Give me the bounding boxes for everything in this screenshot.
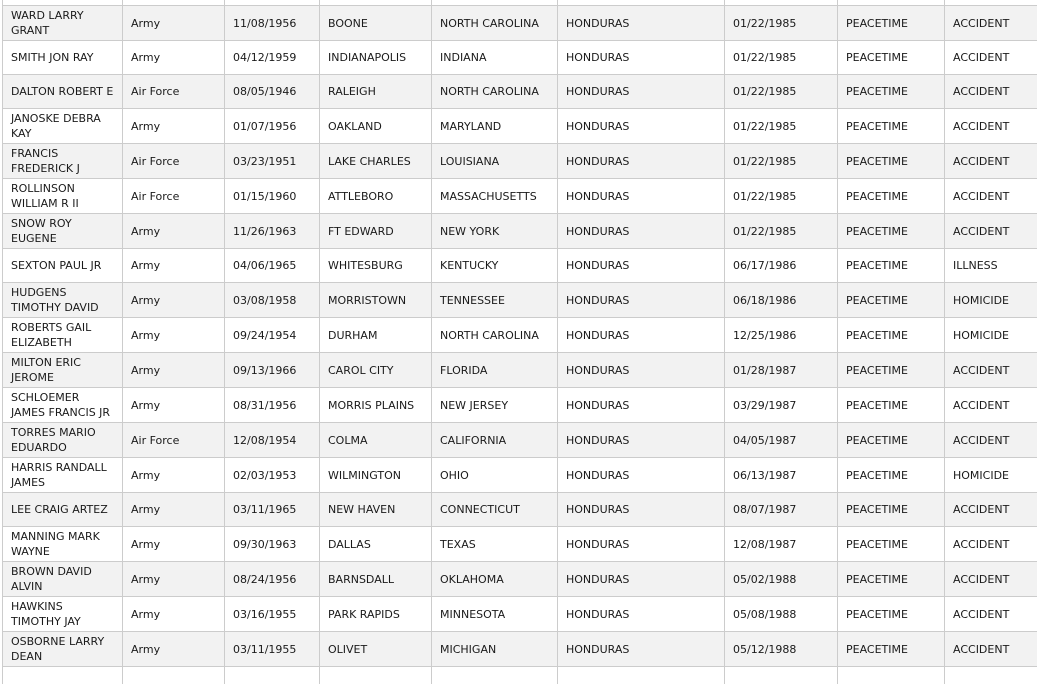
cell-name: FRANCIS FREDERICK J <box>3 144 123 179</box>
cell-incident-date: 12/25/1986 <box>725 318 838 353</box>
cell-casualty-type <box>945 667 1037 684</box>
cell-branch: Army <box>123 597 225 632</box>
table-row <box>3 214 1037 249</box>
cell-home-city: MORRISTOWN <box>320 283 432 318</box>
cell-war-period: PEACETIME <box>838 109 945 144</box>
cell-branch: Army <box>123 527 225 562</box>
cell-home-state: OKLAHOMA <box>432 562 558 597</box>
partial-row-below <box>3 667 1037 684</box>
cell-incident-date: 05/08/1988 <box>725 597 838 632</box>
cell-incident-date <box>725 667 838 684</box>
table-row <box>3 318 1037 353</box>
cell-incident-date: 01/22/1985 <box>725 179 838 214</box>
cell-home-city: INDIANAPOLIS <box>320 41 432 75</box>
cell-country: HONDURAS <box>558 41 725 75</box>
cell-country: HONDURAS <box>558 388 725 423</box>
cell-birth-date: 08/31/1956 <box>225 388 320 423</box>
cell-casualty-type: HOMICIDE <box>945 318 1037 353</box>
cell-home-city: LAKE CHARLES <box>320 144 432 179</box>
cell-casualty-type: ACCIDENT <box>945 41 1037 75</box>
cell-home-city: PARK RAPIDS <box>320 597 432 632</box>
cell-casualty-type: ACCIDENT <box>945 562 1037 597</box>
cell-incident-date: 01/22/1985 <box>725 75 838 109</box>
cell-country: HONDURAS <box>558 527 725 562</box>
cell-branch: Army <box>123 41 225 75</box>
cell-home-state: NORTH CAROLINA <box>432 75 558 109</box>
cell-home-city: BARNSDALL <box>320 562 432 597</box>
table-row <box>3 6 1037 41</box>
cell-incident-date: 04/05/1987 <box>725 423 838 458</box>
cell-incident-date: 12/08/1987 <box>725 527 838 562</box>
table-row <box>3 597 1037 632</box>
cell-country: HONDURAS <box>558 458 725 493</box>
cell-casualty-type: ACCIDENT <box>945 109 1037 144</box>
cell-branch: Army <box>123 632 225 667</box>
cell-branch: Army <box>123 6 225 41</box>
cell-home-state: FLORIDA <box>432 353 558 388</box>
cell-home-city: RALEIGH <box>320 75 432 109</box>
cell-birth-date: 11/26/1963 <box>225 214 320 249</box>
cell-casualty-type: ACCIDENT <box>945 493 1037 527</box>
cell-casualty-type: ACCIDENT <box>945 597 1037 632</box>
cell-birth-date: 01/07/1956 <box>225 109 320 144</box>
cell-home-city: FT EDWARD <box>320 214 432 249</box>
cell-birth-date: 09/24/1954 <box>225 318 320 353</box>
cell-casualty-type: ACCIDENT <box>945 527 1037 562</box>
cell-branch: Army <box>123 214 225 249</box>
cell-war-period: PEACETIME <box>838 632 945 667</box>
cell-home-state: NEW JERSEY <box>432 388 558 423</box>
cell-branch: Army <box>123 353 225 388</box>
cell-home-state: INDIANA <box>432 41 558 75</box>
cell-home-state: NORTH CAROLINA <box>432 6 558 41</box>
cell-incident-date: 06/17/1986 <box>725 249 838 283</box>
cell-country: HONDURAS <box>558 283 725 318</box>
cell-name: TORRES MARIO EDUARDO <box>3 423 123 458</box>
cell-war-period: PEACETIME <box>838 527 945 562</box>
cell-casualty-type: ACCIDENT <box>945 179 1037 214</box>
cell-war-period: PEACETIME <box>838 458 945 493</box>
cell-branch: Air Force <box>123 423 225 458</box>
cell-branch: Army <box>123 283 225 318</box>
cell-casualty-type: ACCIDENT <box>945 353 1037 388</box>
cell-branch: Army <box>123 109 225 144</box>
cell-birth-date <box>225 667 320 684</box>
cell-war-period: PEACETIME <box>838 249 945 283</box>
cell-home-state: MARYLAND <box>432 109 558 144</box>
cell-birth-date: 03/11/1965 <box>225 493 320 527</box>
cell-name: WARD LARRY GRANT <box>3 6 123 41</box>
cell-name <box>3 667 123 684</box>
cell-war-period: PEACETIME <box>838 562 945 597</box>
cell-name: MANNING MARK WAYNE <box>3 527 123 562</box>
table-row <box>3 109 1037 144</box>
cell-home-state: NEW YORK <box>432 214 558 249</box>
cell-name: SCHLOEMER JAMES FRANCIS JR <box>3 388 123 423</box>
table-row <box>3 458 1037 493</box>
cell-incident-date: 03/29/1987 <box>725 388 838 423</box>
cell-birth-date: 01/15/1960 <box>225 179 320 214</box>
table-row <box>3 249 1037 283</box>
cell-name: SEXTON PAUL JR <box>3 249 123 283</box>
cell-name: SNOW ROY EUGENE <box>3 214 123 249</box>
cell-home-state <box>432 667 558 684</box>
cell-casualty-type: ACCIDENT <box>945 423 1037 458</box>
cell-home-state: NORTH CAROLINA <box>432 318 558 353</box>
cell-home-state: MASSACHUSETTS <box>432 179 558 214</box>
table-row <box>3 527 1037 562</box>
cell-home-state: KENTUCKY <box>432 249 558 283</box>
cell-incident-date: 06/18/1986 <box>725 283 838 318</box>
cell-home-state: MINNESOTA <box>432 597 558 632</box>
table-row <box>3 144 1037 179</box>
cell-birth-date: 04/06/1965 <box>225 249 320 283</box>
cell-branch: Army <box>123 493 225 527</box>
cell-war-period: PEACETIME <box>838 214 945 249</box>
cell-country: HONDURAS <box>558 632 725 667</box>
cell-birth-date: 12/08/1954 <box>225 423 320 458</box>
cell-home-city: OLIVET <box>320 632 432 667</box>
cell-casualty-type: ACCIDENT <box>945 6 1037 41</box>
cell-birth-date: 08/24/1956 <box>225 562 320 597</box>
cell-name: JANOSKE DEBRA KAY <box>3 109 123 144</box>
cell-war-period: PEACETIME <box>838 75 945 109</box>
cell-birth-date: 08/05/1946 <box>225 75 320 109</box>
cell-war-period <box>838 667 945 684</box>
cell-home-city: DURHAM <box>320 318 432 353</box>
cell-home-state: TENNESSEE <box>432 283 558 318</box>
cell-name: BROWN DAVID ALVIN <box>3 562 123 597</box>
cell-war-period: PEACETIME <box>838 179 945 214</box>
cell-branch: Army <box>123 318 225 353</box>
cell-war-period: PEACETIME <box>838 41 945 75</box>
cell-home-city: WHITESBURG <box>320 249 432 283</box>
cell-birth-date: 02/03/1953 <box>225 458 320 493</box>
cell-home-city: BOONE <box>320 6 432 41</box>
cell-birth-date: 04/12/1959 <box>225 41 320 75</box>
cell-war-period: PEACETIME <box>838 493 945 527</box>
cell-country: HONDURAS <box>558 597 725 632</box>
cell-country <box>558 667 725 684</box>
cell-country: HONDURAS <box>558 249 725 283</box>
cell-birth-date: 03/16/1955 <box>225 597 320 632</box>
table-row <box>3 388 1037 423</box>
table-row <box>3 423 1037 458</box>
cell-home-city: COLMA <box>320 423 432 458</box>
cell-branch: Army <box>123 458 225 493</box>
cell-home-state: MICHIGAN <box>432 632 558 667</box>
cell-war-period: PEACETIME <box>838 423 945 458</box>
cell-incident-date: 01/22/1985 <box>725 41 838 75</box>
cell-home-city: ATTLEBORO <box>320 179 432 214</box>
cell-home-state: TEXAS <box>432 527 558 562</box>
casualty-records-table <box>2 0 1037 684</box>
cell-name: HAWKINS TIMOTHY JAY <box>3 597 123 632</box>
table-row <box>3 179 1037 214</box>
cell-country: HONDURAS <box>558 144 725 179</box>
cell-name: ROLLINSON WILLIAM R II <box>3 179 123 214</box>
cell-incident-date: 01/22/1985 <box>725 6 838 41</box>
cell-war-period: PEACETIME <box>838 144 945 179</box>
cell-branch: Army <box>123 562 225 597</box>
cell-country: HONDURAS <box>558 6 725 41</box>
cell-birth-date: 03/08/1958 <box>225 283 320 318</box>
cell-home-state: CALIFORNIA <box>432 423 558 458</box>
table-row <box>3 283 1037 318</box>
cell-casualty-type: ACCIDENT <box>945 144 1037 179</box>
cell-home-city: MORRIS PLAINS <box>320 388 432 423</box>
cell-home-state: LOUISIANA <box>432 144 558 179</box>
cell-home-city: OAKLAND <box>320 109 432 144</box>
cell-name: ROBERTS GAIL ELIZABETH <box>3 318 123 353</box>
cell-incident-date: 01/22/1985 <box>725 109 838 144</box>
cell-name: OSBORNE LARRY DEAN <box>3 632 123 667</box>
cell-home-state: OHIO <box>432 458 558 493</box>
cell-war-period: PEACETIME <box>838 6 945 41</box>
cell-home-state: CONNECTICUT <box>432 493 558 527</box>
cell-country: HONDURAS <box>558 75 725 109</box>
cell-casualty-type: HOMICIDE <box>945 458 1037 493</box>
cell-country: HONDURAS <box>558 109 725 144</box>
cell-country: HONDURAS <box>558 423 725 458</box>
cell-casualty-type: HOMICIDE <box>945 283 1037 318</box>
cell-war-period: PEACETIME <box>838 318 945 353</box>
cell-name: HUDGENS TIMOTHY DAVID <box>3 283 123 318</box>
cell-country: HONDURAS <box>558 353 725 388</box>
table-row <box>3 562 1037 597</box>
cell-casualty-type: ACCIDENT <box>945 388 1037 423</box>
cell-name: MILTON ERIC JEROME <box>3 353 123 388</box>
cell-country: HONDURAS <box>558 562 725 597</box>
cell-name: SMITH JON RAY <box>3 41 123 75</box>
cell-name: HARRIS RANDALL JAMES <box>3 458 123 493</box>
cell-war-period: PEACETIME <box>838 597 945 632</box>
cell-incident-date: 05/12/1988 <box>725 632 838 667</box>
cell-branch: Air Force <box>123 179 225 214</box>
cell-birth-date: 09/30/1963 <box>225 527 320 562</box>
cell-casualty-type: ACCIDENT <box>945 632 1037 667</box>
cell-branch: Army <box>123 249 225 283</box>
cell-home-city: NEW HAVEN <box>320 493 432 527</box>
table-row <box>3 75 1037 109</box>
cell-war-period: PEACETIME <box>838 283 945 318</box>
cell-birth-date: 03/11/1955 <box>225 632 320 667</box>
cell-casualty-type: ACCIDENT <box>945 75 1037 109</box>
cell-country: HONDURAS <box>558 318 725 353</box>
cell-home-city: WILMINGTON <box>320 458 432 493</box>
table-row <box>3 41 1037 75</box>
cell-incident-date: 01/28/1987 <box>725 353 838 388</box>
cell-incident-date: 08/07/1987 <box>725 493 838 527</box>
cell-incident-date: 01/22/1985 <box>725 144 838 179</box>
cell-incident-date: 01/22/1985 <box>725 214 838 249</box>
cell-casualty-type: ILLNESS <box>945 249 1037 283</box>
table-row <box>3 353 1037 388</box>
cell-war-period: PEACETIME <box>838 353 945 388</box>
cell-incident-date: 05/02/1988 <box>725 562 838 597</box>
cell-birth-date: 11/08/1956 <box>225 6 320 41</box>
cell-birth-date: 09/13/1966 <box>225 353 320 388</box>
cell-name: LEE CRAIG ARTEZ <box>3 493 123 527</box>
cell-country: HONDURAS <box>558 179 725 214</box>
cell-branch: Army <box>123 388 225 423</box>
cell-home-city: DALLAS <box>320 527 432 562</box>
cell-home-city: CAROL CITY <box>320 353 432 388</box>
cell-country: HONDURAS <box>558 214 725 249</box>
cell-casualty-type: ACCIDENT <box>945 214 1037 249</box>
cell-home-city <box>320 667 432 684</box>
cell-incident-date: 06/13/1987 <box>725 458 838 493</box>
table-row <box>3 493 1037 527</box>
cell-war-period: PEACETIME <box>838 388 945 423</box>
cell-branch <box>123 667 225 684</box>
cell-branch: Air Force <box>123 144 225 179</box>
table-row <box>3 632 1037 667</box>
cell-name: DALTON ROBERT E <box>3 75 123 109</box>
cell-branch: Air Force <box>123 75 225 109</box>
cell-birth-date: 03/23/1951 <box>225 144 320 179</box>
cell-country: HONDURAS <box>558 493 725 527</box>
